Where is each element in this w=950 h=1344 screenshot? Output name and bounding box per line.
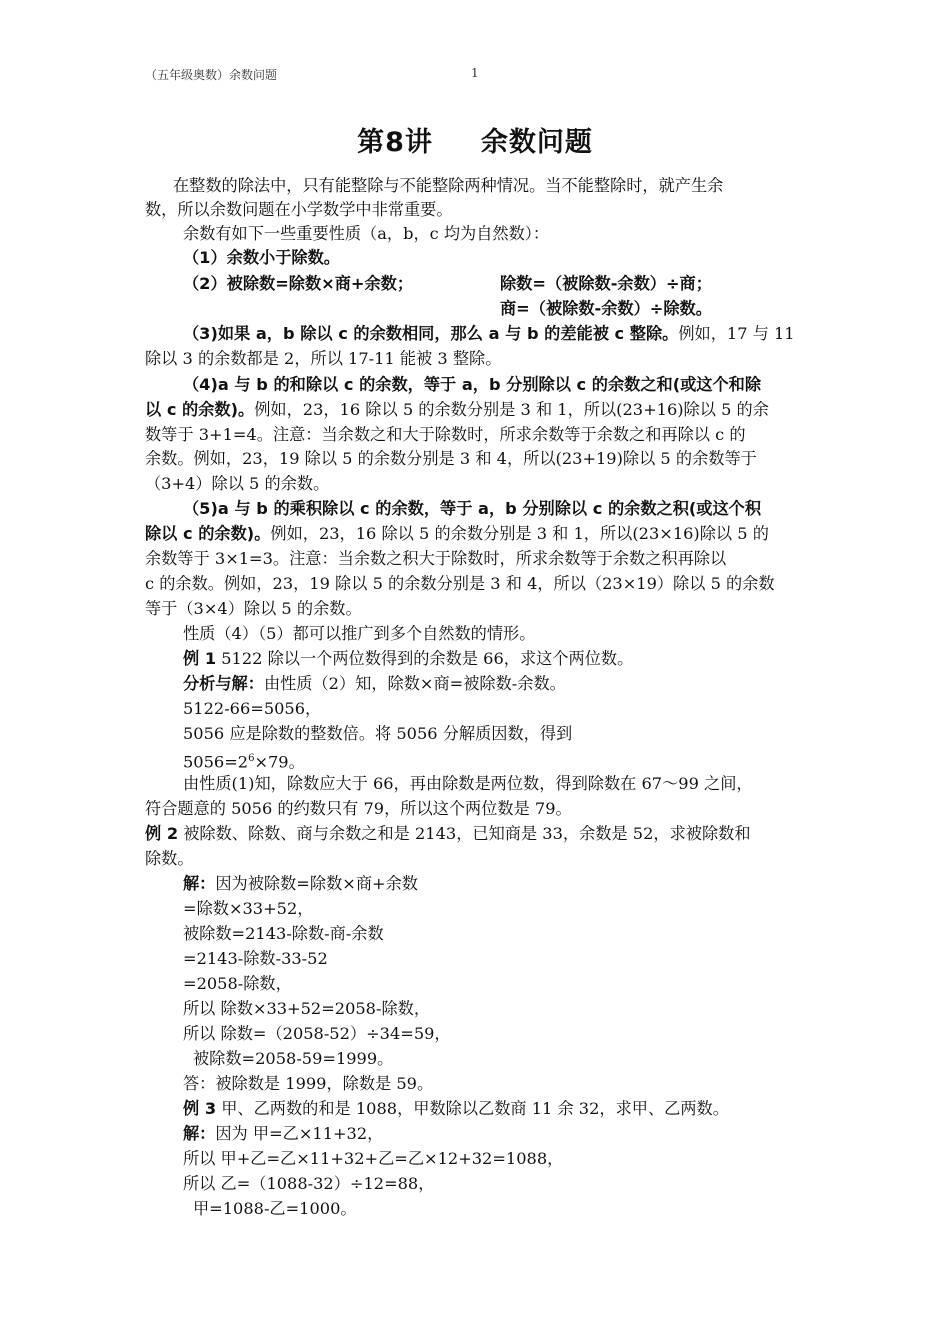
solution-step: =除数×33+52， [183,899,314,918]
solution-text: 因为 甲=乙×11+32， [215,1124,384,1143]
property-5-statement: 除以 c 的余数)。 [145,524,271,543]
solution-step: 所以 除数×33+52=2058-除数， [183,999,431,1018]
solution-step: 5122-66=5056， [183,699,322,718]
solution-step: 所以 乙=（1088-32）÷12=88， [183,1174,435,1193]
property-5-line: c 的余数。例如，23，19 除以 5 的余数分别是 3 和 4，所以（23×19）除以 5 的余数 [145,574,775,593]
example-2-label: 例 2 [145,824,179,843]
property-4-line: 数等于 3+1=4。注意：当余数之和大于除数时，所求余数等于余数之和再除以 c 的 [145,425,746,444]
example-1-question [183,646,851,671]
header-title: （五年级奥数）余数问题 [145,68,278,82]
solution-step: 被除数=2143-除数-商-余数 [183,924,384,943]
property-5-example: 例如，23，16 除以 5 的余数分别是 3 和 1，所以(23×16)除以 5 的 [270,524,769,543]
property-1: （1）余数小于除数。 [183,248,340,267]
lecture-title [0,120,950,159]
solution-step: 5056 应是除数的整数倍。将 5056 分解质因数，得到 [183,724,573,743]
generalization-note: 性质（4）（5）都可以推广到多个自然数的情形。 [183,624,536,643]
solution-step [183,1121,851,1146]
property-3 [183,321,851,346]
property-5-line [145,521,813,546]
property-4: （4)a 与 b 的和除以 c 的余数，等于 a，b 分别除以 c 的余数之和(或这个和除 [183,375,762,394]
solution-step: =2058-除数， [183,974,292,993]
analysis-label: 分析与解： [183,674,264,693]
property-2-divisor: 除数=（被除数-余数）÷商； [500,274,712,293]
solution-label: 解： [183,874,216,893]
solution-step [183,871,851,896]
solution-step: 由性质(1)知，除数应大于 66，再由除数是两位数，得到除数在 67～99 之间， [183,774,753,793]
lecture-number: 第8讲 [357,127,433,158]
property-4-example: 例如，23，16 除以 5 的余数分别是 3 和 1，所以(23+16)除以 5 的余 [254,400,769,419]
solution-step: =2143-除数-33-52 [183,949,328,968]
solution-step: 所以 甲+乙=乙×11+32+乙=乙×12+32=1088， [183,1149,564,1168]
factorization-base: 5056=2 [183,752,249,772]
property-4-line: 余数。例如，23，19 除以 5 的余数分别是 3 和 4，所以(23+19)除以 5 的余数等于 [145,449,757,468]
factorization-exponent: 6 [248,753,255,764]
example-1-text: 5122 除以一个两位数得到的余数是 66，求这个两位数。 [216,649,634,668]
property-5-line: 余数等于 3×1=3。注意：当余数之积大于除数时，所求余数等于余数之积再除以 [145,549,727,568]
intro-line: 余数有如下一些重要性质（a，b，c 均为自然数）： [183,224,550,243]
example-2-text: 被除数、除数、商与余数之和是 2143，已知商是 33，余数是 52，求被除数和 [178,824,751,843]
solution-text: 因为被除数=除数×商+余数 [215,874,418,893]
property-2-quotient: 商=（被除数-余数）÷除数。 [500,299,712,318]
property-4-line: （3+4）除以 5 的余数。 [145,474,330,493]
example-2-question [145,821,813,846]
solution-step: 符合题意的 5056 的约数只有 79，所以这个两位数是 79。 [145,799,572,818]
page-number: 1 [471,66,479,80]
property-5: （5)a 与 b 的乘积除以 c 的余数，等于 a，b 分别除以 c 的余数之积(或这个积 [183,499,762,518]
lecture-topic: 余数问题 [480,127,593,158]
example-3-text: 甲、乙两数的和是 1088，甲数除以乙数商 11 余 32，求甲、乙两数。 [216,1099,729,1118]
intro-line: 在整数的除法中，只有能整除与不能整除两种情况。当不能整除时，就产生余 [173,176,724,195]
example-1-analysis [183,671,851,696]
property-3-example: 例如，17 与 11 [678,324,795,343]
solution-step: 甲=1088-乙=1000。 [193,1199,357,1218]
example-3-label: 例 3 [183,1099,217,1118]
property-4-line [145,397,813,422]
example-2-answer: 答：被除数是 1999，除数是 59。 [183,1074,434,1093]
example-1-label: 例 1 [183,649,217,668]
example-2-question-cont: 除数。 [145,849,194,868]
property-5-line: 等于（3×4）除以 5 的余数。 [145,599,362,618]
solution-step: 被除数=2058-59=1999。 [193,1049,394,1068]
solution-label: 解： [183,1124,216,1143]
property-3-line: 除以 3 的余数都是 2，所以 17-11 能被 3 整除。 [145,349,502,368]
solution-step: 所以 除数=（2058-52）÷34=59， [183,1024,451,1043]
analysis-text: 由性质（2）知，除数×商=被除数-余数。 [263,674,566,693]
factorization-rest: ×79。 [254,752,305,772]
property-4-statement: 以 c 的余数)。 [145,400,255,419]
intro-line: 数，所以余数问题在小学数学中非常重要。 [145,200,453,219]
property-2-formula: （2）被除数=除数×商+余数； [183,274,414,293]
example-3-question [183,1096,851,1121]
property-3-statement: （3)如果 a，b 除以 c 的余数相同，那么 a 与 b 的差能被 c 整除。 [183,324,679,343]
